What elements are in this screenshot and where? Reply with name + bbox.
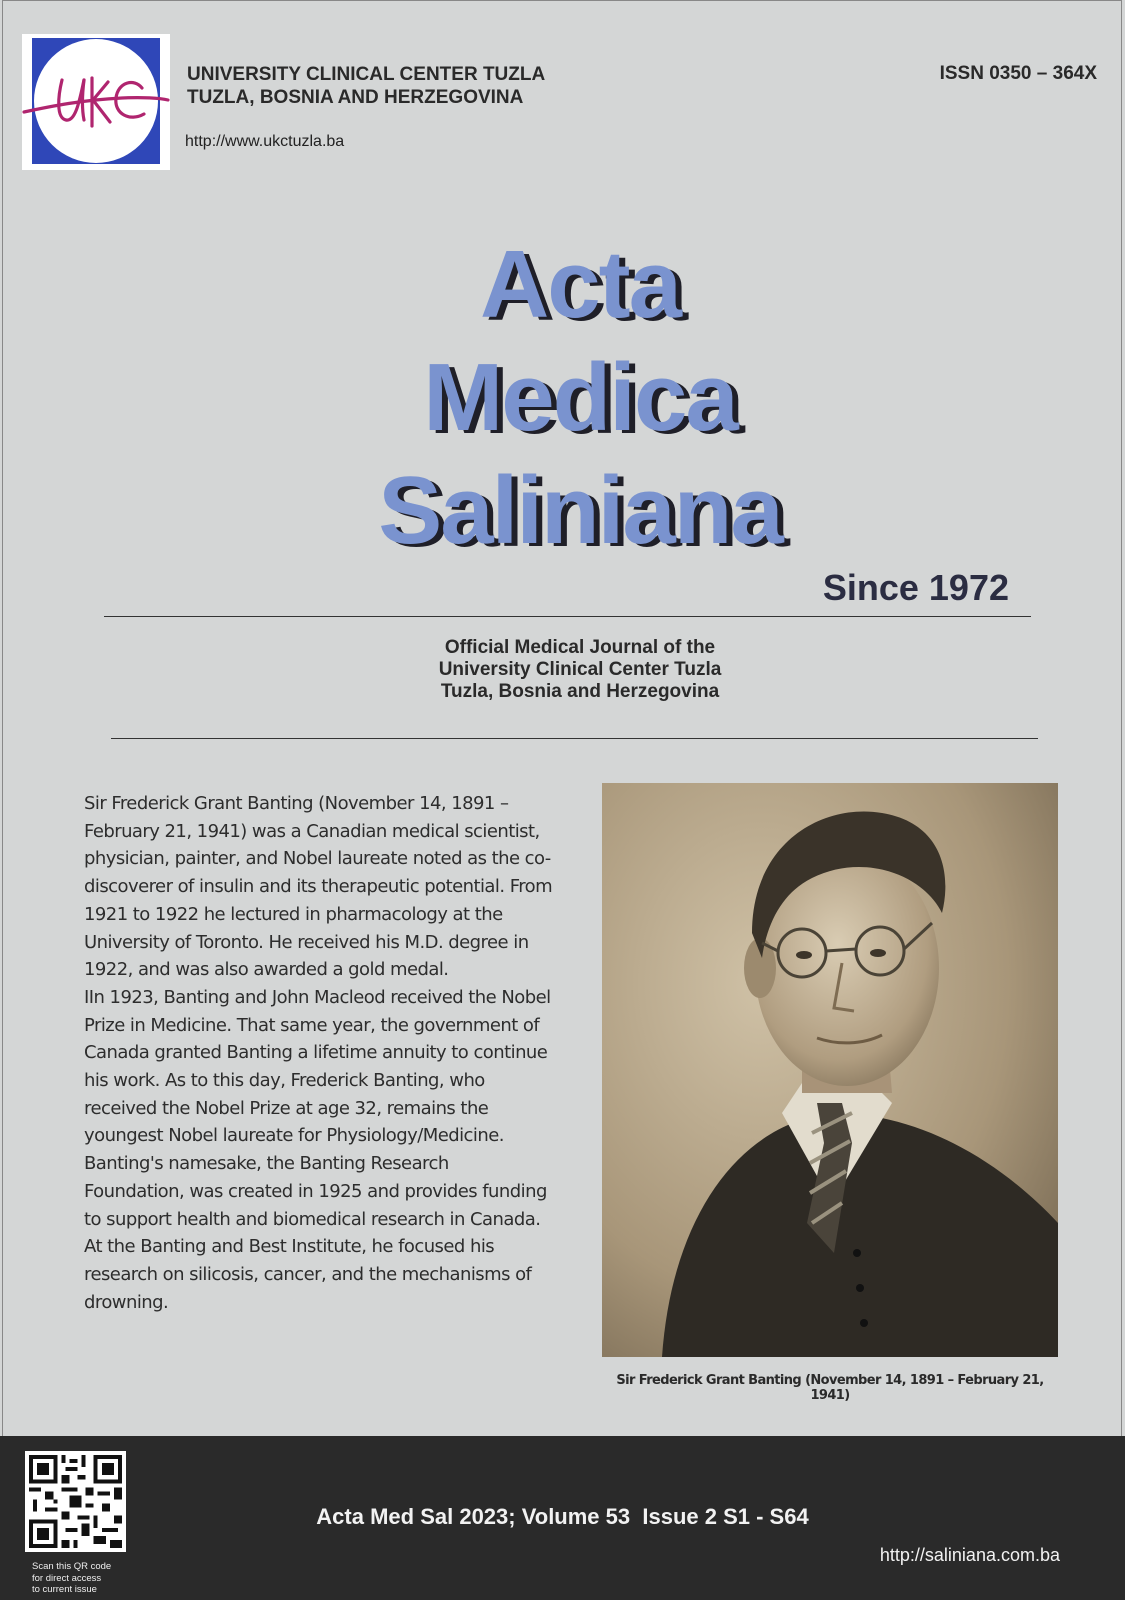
official-line-1: Official Medical Journal of the: [444, 637, 716, 658]
institution-name: [187, 63, 545, 109]
journal-title-line-3: Saliniana: [378, 457, 782, 564]
journal-title-line-1: Acta: [479, 231, 681, 338]
issue-citation: Acta Med Sal 2023; Volume 53 Issue 2 S1 - S64: [316, 1504, 809, 1529]
journal-title: [0, 228, 1125, 567]
institution-line-2: TUZLA, BOSNIA AND HERZEGOVINA: [187, 87, 524, 108]
qr-text-line-1: Scan this QR code: [32, 1561, 112, 1572]
qr-text-line-3: to current issue: [32, 1584, 97, 1595]
qr-text-line-2: for direct access: [32, 1572, 102, 1584]
journal-title-line-2: Medica: [423, 344, 737, 451]
official-line-3: Tuzla, Bosnia and Herzegovina: [440, 681, 720, 702]
biography-text: [84, 790, 554, 1316]
qr-code-instructions: [32, 1561, 111, 1596]
footer-bar: [0, 1436, 1125, 1600]
photo-caption: Sir Frederick Grant Banting (November 14, 1891 – February 21, 1941): [616, 1373, 1044, 1403]
qr-code[interactable]: [25, 1451, 126, 1552]
journal-website-link[interactable]: http://saliniana.com.ba: [879, 1545, 1060, 1565]
ukc-logo: [22, 34, 170, 170]
since-label: Since 1972: [822, 567, 1009, 608]
divider-top: [104, 616, 1031, 617]
institution-url-link[interactable]: http://www.ukctuzla.ba: [185, 133, 345, 150]
banting-portrait-photo: [602, 783, 1058, 1357]
official-journal-statement: [0, 637, 1125, 703]
issn-label: ISSN 0350 – 364X: [939, 63, 1097, 84]
institution-line-1: UNIVERSITY CLINICAL CENTER TUZLA: [187, 64, 546, 85]
official-line-2: University Clinical Center Tuzla: [438, 659, 722, 680]
biography-paragraph-1: Sir Frederick Grant Banting (November 14, 1891 – February 21, 1941) was a Canadian medical scientist, physician, painter, and Nobel laureate noted as the co-discoverer of insulin and its therapeutic potential. From 1921 to 1922 he lectured in pharmacology at the University of Toronto. He received his M.D. degree in 1922, and was also awarded a gold medal.: [84, 793, 553, 981]
biography-paragraph-2: IIn 1923, Banting and John Macleod received the Nobel Prize in Medicine. That same year, the government of Canada granted Banting a lifetime annuity to continue his work. As to this day, Frederick Banting, who received the Nobel Prize at age 32, remains the youngest Nobel laureate for Physiology/Medicine. Banting's namesake, the Banting Research Foundation, was created in 1925 and provides funding to support health and biomedical research in Canada. At the Banting and Best Institute, he focused his research on silicosis, cancer, and the mechanisms of drowning.: [84, 986, 551, 1313]
divider-bottom: [111, 738, 1038, 739]
